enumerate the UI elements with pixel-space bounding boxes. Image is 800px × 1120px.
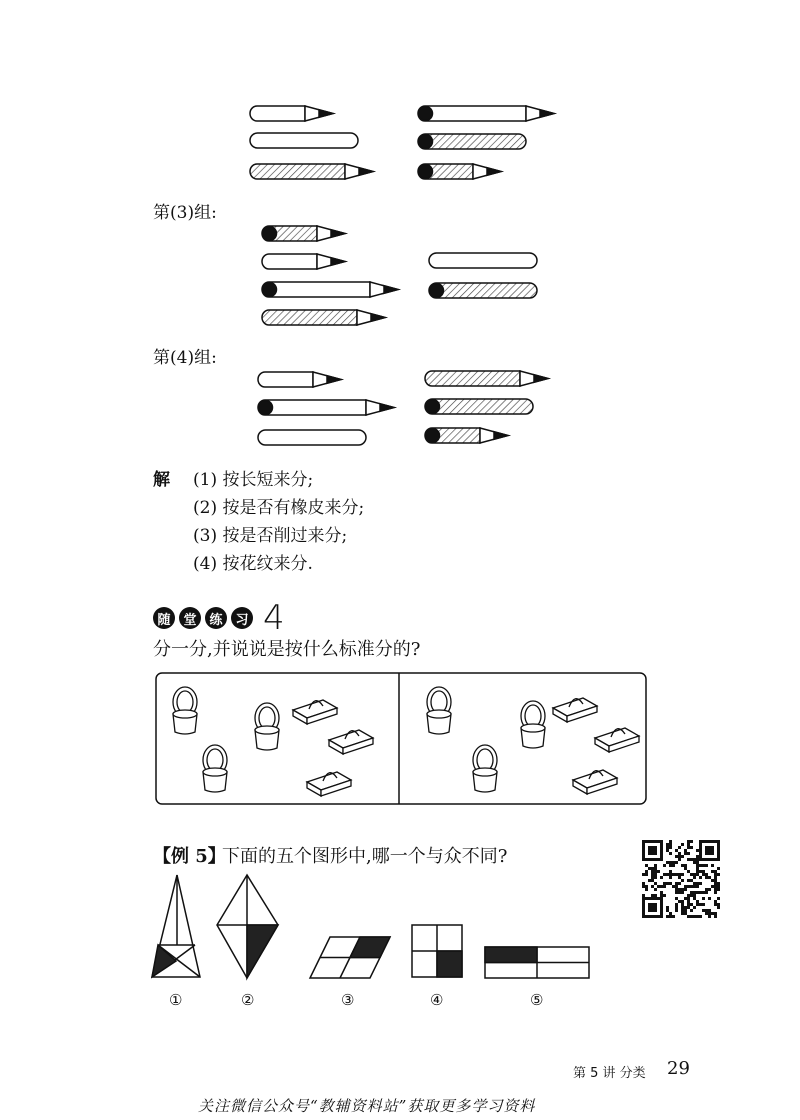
pencil [418, 134, 526, 149]
pencil [262, 254, 345, 269]
shapes-figure [140, 870, 610, 990]
pencil [258, 430, 366, 445]
practice-heading [153, 598, 285, 638]
example-tag: 【例 5】 [153, 846, 226, 867]
pencil [429, 283, 537, 298]
tray-basket-icon [573, 770, 617, 794]
basket-icon [255, 703, 279, 750]
tray-basket-icon [329, 730, 373, 754]
watermark-text: 关注微信公众号“教辅资料站”获取更多学习资料 [198, 1097, 536, 1115]
pencil [262, 310, 385, 325]
basket-figure-box [155, 672, 647, 806]
shape-label-5: ⑤ [530, 991, 544, 1009]
page-number: 29 [667, 1058, 690, 1079]
tray-basket-icon [293, 700, 337, 724]
pencil [250, 164, 373, 179]
pencil [418, 106, 554, 121]
pencil [250, 106, 333, 121]
basket-icon [427, 687, 451, 734]
solution-line-3: (3) 按是否削过来分; [193, 526, 348, 546]
pencil [262, 282, 398, 297]
basket-icon [521, 701, 545, 748]
example-question: 下面的五个图形中,哪一个与众不同? [222, 846, 508, 867]
pencil [425, 428, 508, 443]
practice-question: 分一分,并说说是按什么标准分的? [153, 639, 421, 660]
basket-icon [473, 745, 497, 792]
practice-char-2: 堂 [179, 607, 201, 629]
shape-label-1: ① [169, 991, 183, 1009]
group3-label: 第(3)组: [153, 203, 217, 223]
chapter-label: 第 5 讲 分类 [573, 1066, 646, 1081]
practice-number: 4 [263, 598, 285, 638]
solution-key: 解 [153, 470, 170, 490]
pencil [250, 133, 358, 148]
solution-line-1: (1) 按长短来分; [193, 470, 314, 490]
tray-basket-icon [307, 772, 351, 796]
practice-char-3: 练 [205, 607, 227, 629]
qr-code [640, 838, 722, 920]
basket-icon [203, 745, 227, 792]
pencil [425, 371, 548, 386]
pencil [258, 400, 394, 415]
basket-icon [173, 687, 197, 734]
pencil [418, 164, 501, 179]
pencil [258, 372, 341, 387]
solution-line-4: (4) 按花纹来分. [193, 554, 313, 574]
pencil [429, 253, 537, 268]
shape-label-2: ② [241, 991, 255, 1009]
shape-label-4: ④ [430, 991, 444, 1009]
tray-basket-icon [553, 698, 597, 722]
practice-char-1: 随 [153, 607, 175, 629]
shape-label-3: ③ [341, 991, 355, 1009]
tray-basket-icon [595, 728, 639, 752]
practice-char-4: 习 [231, 607, 253, 629]
group4-label: 第(4)组: [153, 348, 217, 368]
pencil [262, 226, 345, 241]
pencil-illustrations [0, 0, 800, 460]
solution-line-2: (2) 按是否有橡皮来分; [193, 498, 365, 518]
pencil [425, 399, 533, 414]
